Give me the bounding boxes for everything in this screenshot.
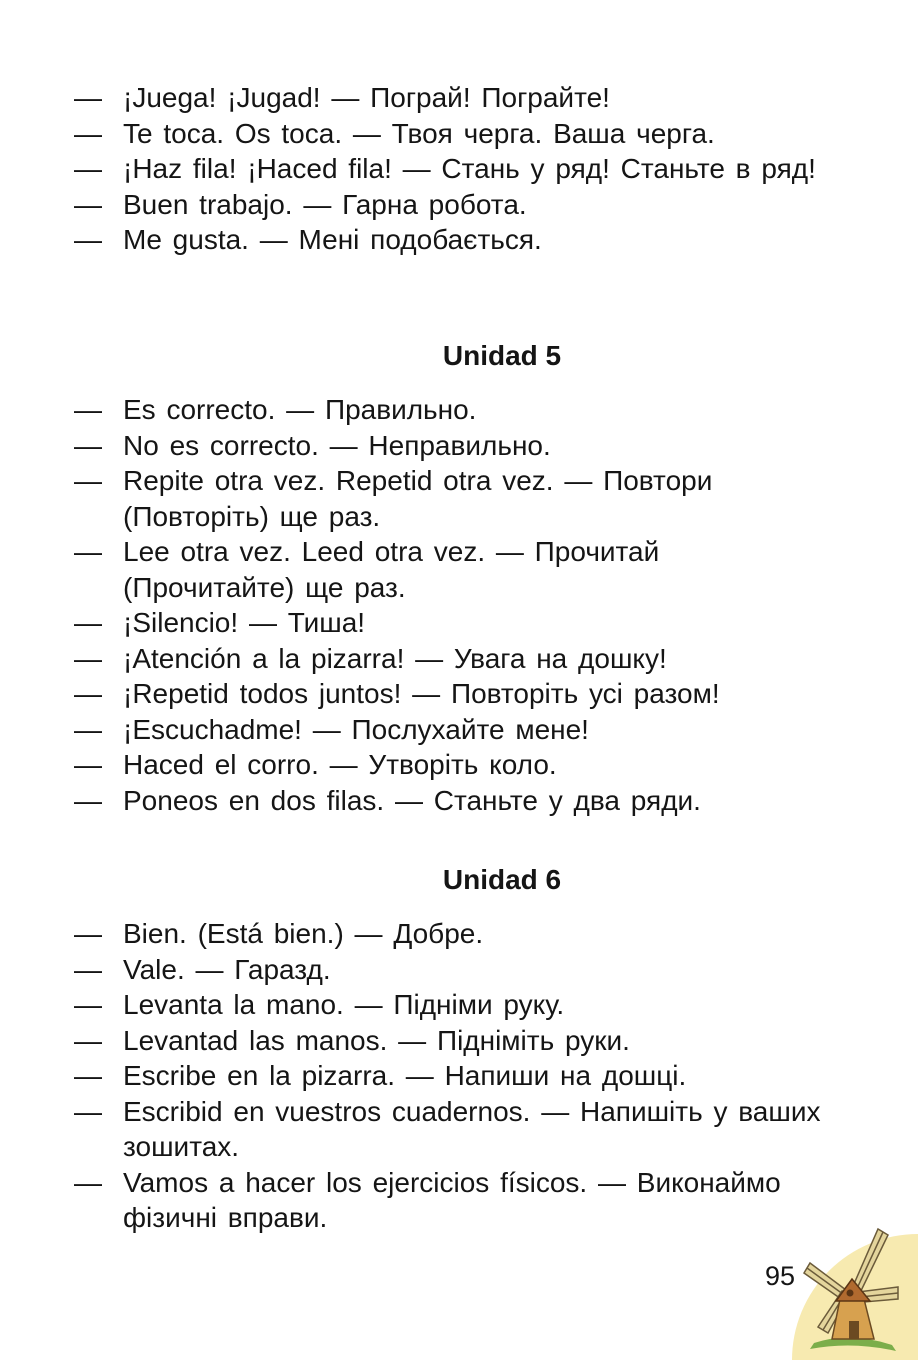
dash: — [74, 749, 102, 780]
phrase-item [74, 916, 834, 952]
phrase-list-unit-6 [74, 916, 834, 1236]
phrase-item [74, 641, 834, 677]
phrase-text: Buen trabajo. — Гарна робота. [123, 188, 527, 220]
phrase-text: ¡Haz fila! ¡Haced fila! — Стань у ряд! Станьте в ряд! [123, 153, 816, 184]
phrase-item [74, 428, 834, 464]
phrase-text: ¡Repetid todos juntos! — Повторіть усі разом! [123, 678, 720, 709]
phrase-item [74, 1023, 834, 1059]
phrase-text: Poneos en dos filas. — Станьте у два ряди. [123, 784, 701, 816]
dash: — [74, 82, 102, 113]
phrase-list-top [74, 80, 816, 258]
phrase-text: Bien. (Está bien.) — Добре. [123, 918, 484, 949]
phrase-item [74, 151, 816, 187]
phrase-text: Escribid en vuestros cuadernos. — Напишіть у ваших зошитах. [123, 1095, 821, 1162]
dash: — [74, 536, 102, 567]
phrase-item [74, 463, 834, 534]
dash: — [74, 224, 102, 255]
phrase-item [74, 116, 816, 152]
phrase-item [74, 534, 834, 605]
dash: — [74, 1166, 102, 1198]
page-number: 95 [765, 1261, 796, 1291]
dash: — [74, 953, 102, 985]
dash: — [74, 607, 102, 638]
dash: — [74, 642, 102, 674]
windmill-door [849, 1321, 859, 1339]
phrase-text: Lee otra vez. Leed otra vez. — Прочитай (Прочитайте) ще раз. [123, 536, 660, 603]
dash: — [74, 784, 102, 816]
dash: — [74, 117, 102, 149]
phrase-item [74, 80, 816, 116]
phrase-text: ¡Silencio! — Тиша! [123, 607, 366, 638]
windmill-icon [780, 1215, 918, 1360]
dash: — [74, 1095, 102, 1127]
dash: — [74, 713, 102, 745]
dash: — [74, 394, 102, 425]
dash: — [74, 918, 102, 949]
phrase-item [74, 676, 834, 712]
phrase-item [74, 747, 834, 783]
phrase-text: Escribe en la pizarra. — Напиши на дошці. [123, 1060, 687, 1091]
phrase-item [74, 1165, 834, 1236]
phrase-text: No es correcto. — Неправильно. [123, 429, 551, 461]
phrase-text: Repite otra vez. Repetid otra vez. — Повтори (Повторіть) ще раз. [123, 465, 713, 532]
phrase-text: Haced el corro. — Утворіть коло. [123, 749, 557, 780]
unit-5-heading: Unidad 5 [442, 340, 562, 371]
phrase-text: ¡Escuchadme! — Послухайте мене! [123, 713, 589, 745]
phrase-item [74, 187, 816, 223]
dash: — [74, 188, 102, 220]
phrase-text: ¡Atención a la pizarra! — Увага на дошку! [123, 642, 667, 674]
phrase-item [74, 783, 834, 819]
dash: — [74, 989, 102, 1020]
phrase-item [74, 1094, 834, 1165]
dash: — [74, 1060, 102, 1091]
dash: — [74, 465, 102, 496]
windmill-hub [847, 1290, 854, 1297]
phrase-item [74, 1058, 834, 1094]
phrase-item [74, 987, 834, 1023]
phrase-text: Es correcto. — Правильно. [123, 394, 477, 425]
phrase-text: Levanta la mano. — Підніми руку. [123, 989, 565, 1020]
phrase-item [74, 952, 834, 988]
unit-6-heading: Unidad 6 [442, 864, 562, 895]
dash: — [74, 429, 102, 461]
dash: — [74, 1024, 102, 1056]
phrase-item [74, 712, 834, 748]
phrase-text: Vamos a hacer los ejercicios físicos. — Виконаймо фізичні вправи. [123, 1166, 781, 1233]
phrase-item [74, 392, 834, 428]
phrase-text: Levantad las manos. — Підніміть руки. [123, 1024, 630, 1056]
phrase-text: Te toca. Os toca. — Твоя черга. Ваша черга. [123, 117, 715, 149]
phrase-list-unit-5 [74, 392, 834, 818]
phrase-item [74, 605, 834, 641]
dash: — [74, 678, 102, 709]
phrase-text: ¡Juega! ¡Jugad! — Пограй! Пограйте! [123, 82, 610, 113]
phrase-item [74, 222, 816, 258]
phrase-text: Vale. — Гаразд. [123, 953, 331, 985]
phrase-text: Me gusta. — Мені подобається. [123, 224, 542, 255]
dash: — [74, 153, 102, 184]
